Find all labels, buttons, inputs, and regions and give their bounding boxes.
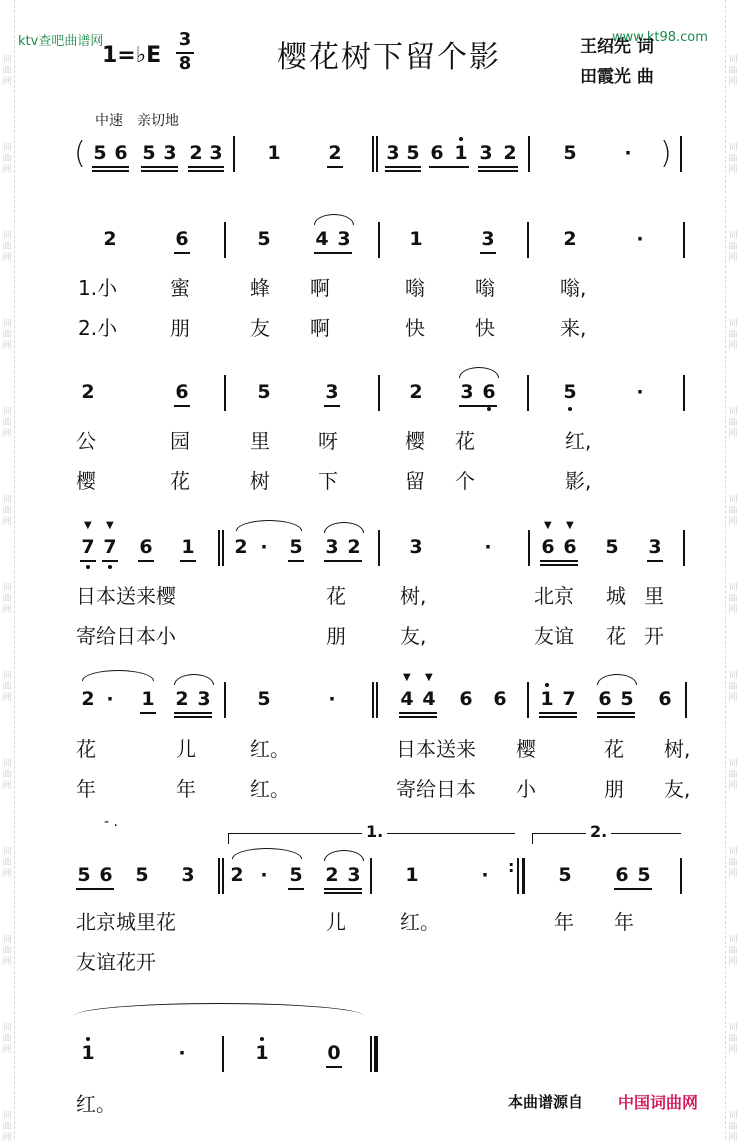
side-watermark-text: 词 曲 网 (2, 407, 12, 439)
time-signature-bottom: 8 (176, 52, 194, 74)
jianpu-note: 2 (81, 688, 95, 710)
beam-underline (459, 405, 497, 407)
beam-underline (478, 166, 518, 168)
note-underline (326, 1066, 342, 1068)
bar-line (224, 375, 226, 411)
bar-line (370, 1036, 372, 1072)
jianpu-note: 2 (81, 381, 95, 403)
jianpu-note: 5 (289, 536, 303, 558)
side-watermark-text: 词 曲 网 (728, 55, 738, 87)
lyric-syllable: 嗡 (405, 276, 425, 300)
lyric-syllable: 啊 (310, 316, 330, 340)
lyric-syllable: 日本送来樱 (76, 584, 176, 608)
jianpu-note: 6 (615, 864, 629, 886)
repeat-paren-open: ( (74, 136, 86, 171)
jianpu-note: 5 (257, 688, 271, 710)
bar-line (527, 375, 529, 411)
jianpu-note: 2 (325, 864, 339, 886)
side-watermark-text: 词 曲 网 (728, 1111, 738, 1143)
jianpu-note: · (484, 536, 492, 558)
lyric-syllable: 红, (565, 429, 592, 453)
jianpu-note: 6 (459, 688, 473, 710)
side-watermark-text: 词 曲 网 (2, 55, 12, 87)
jianpu-note: 1 (81, 1042, 95, 1064)
jianpu-note: 0 (327, 1042, 341, 1064)
jianpu-note: 3 (648, 536, 662, 558)
bar-line (527, 222, 529, 258)
lyric-syllable: 儿 (326, 910, 346, 934)
footer-site-name: 中国词曲网 (618, 1093, 699, 1112)
beam-underline (597, 716, 635, 718)
beam-underline (327, 166, 343, 168)
bar-line (683, 375, 685, 411)
jianpu-note: 7 (103, 536, 117, 558)
side-watermark-text: 词 曲 网 (2, 583, 12, 615)
jianpu-note: 5 (605, 536, 619, 558)
bar-line (372, 136, 374, 172)
lyric-syllable: 2.小 (78, 316, 118, 340)
jianpu-note: 6 (563, 536, 577, 558)
octave-low-dot (108, 565, 112, 569)
lyric-syllable: 儿 (176, 737, 196, 761)
bar-line (224, 222, 226, 258)
lyric-syllable: 友, (400, 624, 427, 648)
jianpu-note: 6 (99, 864, 113, 886)
side-watermark-text: 词 曲 网 (728, 847, 738, 879)
lyric-syllable: 树, (400, 584, 427, 608)
jianpu-note: 3 (479, 142, 493, 164)
note-underline (480, 252, 496, 254)
jianpu-note: 5 (563, 142, 577, 164)
accent-mark: ▼ (106, 520, 114, 531)
bar-line (376, 682, 378, 718)
jianpu-note: 5 (558, 864, 572, 886)
lyric-syllable: 寄给日本 (396, 777, 476, 801)
lyric-syllable: 小 (516, 777, 536, 801)
beam-underline (92, 170, 129, 172)
lyric-syllable: 树 (250, 469, 270, 493)
beam-underline (614, 888, 652, 890)
lyric-syllable: 友谊花开 (76, 950, 156, 974)
bar-line (370, 858, 372, 894)
octave-low-dot (86, 565, 90, 569)
side-watermark-text: 词 曲 网 (728, 671, 738, 703)
jianpu-note: 5 (93, 142, 107, 164)
jianpu-note: · (636, 381, 644, 403)
jianpu-note: 5 (257, 228, 271, 250)
jianpu-note: 3 (197, 688, 211, 710)
lyricist-credit: 王绍先 词 (580, 37, 654, 57)
lyric-syllable: 日本送来 (396, 737, 476, 761)
volta-1-label: 1. (362, 822, 387, 841)
left-watermark-strip (0, 0, 15, 1143)
lyric-syllable: 年 (76, 777, 96, 801)
accent-mark: ▼ (403, 672, 411, 683)
lyric-syllable: 友谊 (534, 624, 574, 648)
jianpu-note: 3 (325, 381, 339, 403)
lyric-syllable: 红。 (250, 737, 290, 761)
jianpu-note: 3 (209, 142, 223, 164)
watermark-url: www.kt98.com (612, 30, 708, 45)
side-watermark-text: 词 曲 网 (2, 1023, 12, 1055)
bar-line (222, 530, 224, 566)
lyric-syllable: 花 (76, 737, 96, 761)
tie-bracket (74, 1003, 364, 1016)
slur-mark (174, 674, 214, 685)
bar-line (378, 375, 380, 411)
slur-mark (314, 214, 354, 225)
slur-mark (236, 520, 302, 531)
side-watermark-text: 词 曲 网 (728, 495, 738, 527)
jianpu-note: · (260, 536, 268, 558)
jianpu-note: 1 (181, 536, 195, 558)
side-watermark-text: 词 曲 网 (728, 231, 738, 263)
side-watermark-text: 词 曲 网 (2, 495, 12, 527)
lyric-syllable: 园 (170, 429, 190, 453)
lyric-syllable: 嗡 (475, 276, 495, 300)
lyric-syllable: 里 (250, 429, 270, 453)
note-underline (324, 405, 340, 407)
side-watermark-text: 词 曲 网 (2, 671, 12, 703)
beam-underline (385, 170, 421, 172)
lyric-syllable: 快 (475, 316, 495, 340)
jianpu-note: 3 (409, 536, 423, 558)
side-watermark-text: 词 曲 网 (2, 143, 12, 175)
octave-low-dot (487, 407, 491, 411)
jianpu-note: · (624, 142, 632, 164)
jianpu-note: · (328, 688, 336, 710)
key-signature: 1=♭E (102, 43, 162, 68)
lyric-syllable: 花 (604, 737, 624, 761)
jianpu-note: 5 (563, 381, 577, 403)
lyric-syllable: 红。 (400, 910, 440, 934)
side-watermark-text: 词 曲 网 (2, 847, 12, 879)
jianpu-note: 1 (255, 1042, 269, 1064)
slur-mark (232, 848, 302, 859)
side-watermark-text: 词 曲 网 (2, 759, 12, 791)
jianpu-note: 3 (337, 228, 351, 250)
bar-line (378, 530, 380, 566)
bar-line (527, 682, 529, 718)
side-watermark-text: 词 曲 网 (728, 319, 738, 351)
jianpu-note: 6 (139, 536, 153, 558)
lyric-syllable: 北京城里花 (76, 910, 176, 934)
lyric-syllable: 嗡, (560, 276, 587, 300)
beam-underline (141, 170, 178, 172)
jianpu-note: 4 (422, 688, 436, 710)
beam-underline (76, 888, 114, 890)
bar-line (528, 530, 530, 566)
time-signature (176, 30, 194, 74)
jianpu-note: · (178, 1042, 186, 1064)
lyric-syllable: 里 (644, 584, 664, 608)
jianpu-note: 5 (257, 381, 271, 403)
jianpu-note: 2 (563, 228, 577, 250)
bar-line (683, 530, 685, 566)
jianpu-note: 5 (620, 688, 634, 710)
side-watermark-text: 词 曲 网 (728, 143, 738, 175)
beam-underline (324, 888, 362, 890)
lyric-syllable: 年 (554, 910, 574, 934)
jianpu-note: 6 (175, 381, 189, 403)
side-watermark-text: 词 曲 网 (728, 583, 738, 615)
lyric-syllable: 樱 (76, 469, 96, 493)
jianpu-note: 5 (77, 864, 91, 886)
octave-low-dot (568, 407, 572, 411)
beam-underline (92, 166, 129, 168)
bar-line (372, 682, 374, 718)
side-watermark-text: 词 曲 网 (2, 1111, 12, 1143)
lyric-syllable: 留 (405, 469, 425, 493)
slur-mark (82, 670, 154, 681)
note-underline (174, 252, 190, 254)
lyric-syllable: 樱 (516, 737, 536, 761)
beam-underline (324, 892, 362, 894)
beam-underline (540, 564, 578, 566)
jianpu-note: 3 (163, 142, 177, 164)
accent-mark: ▼ (425, 672, 433, 683)
note-underline (288, 560, 304, 562)
accent-mark: ▼ (566, 520, 574, 531)
side-watermark-text: 词 曲 网 (2, 319, 12, 351)
beam-underline (188, 170, 224, 172)
note-underline (80, 560, 96, 562)
lyric-syllable: 朋 (170, 316, 190, 340)
jianpu-note: 5 (289, 864, 303, 886)
jianpu-note: 2 (328, 142, 342, 164)
bar-line (685, 682, 687, 718)
jianpu-note: 3 (481, 228, 495, 250)
jianpu-note: 2 (234, 536, 248, 558)
lyric-syllable: 呀 (318, 429, 338, 453)
beam-underline (141, 166, 178, 168)
lyric-syllable: 友, (664, 777, 691, 801)
jianpu-note: · (106, 688, 114, 710)
jianpu-note: · (481, 864, 489, 886)
side-watermark-text: 词 曲 网 (728, 407, 738, 439)
jianpu-note: 6 (658, 688, 672, 710)
jianpu-note: 5 (637, 864, 651, 886)
lyric-syllable: 樱 (405, 429, 425, 453)
side-watermark-text: 词 曲 网 (728, 759, 738, 791)
jianpu-note: 3 (460, 381, 474, 403)
jianpu-note: 1 (267, 142, 281, 164)
lyric-syllable: 花 (455, 429, 475, 453)
lyric-syllable: 蜜 (170, 276, 190, 300)
jianpu-note: 6 (541, 536, 555, 558)
beam-underline (399, 712, 437, 714)
beam-underline (539, 712, 577, 714)
bar-line (218, 530, 220, 566)
bar-line (222, 1036, 224, 1072)
jianpu-note: 3 (347, 864, 361, 886)
bar-line (680, 858, 682, 894)
bar-line (680, 136, 682, 172)
watermark-site-name: ktv查吧曲谱网 (18, 34, 104, 49)
lyric-syllable: 啊 (310, 276, 330, 300)
slur-mark (324, 850, 364, 861)
lyric-syllable: 开 (644, 624, 664, 648)
jianpu-note: 1 (540, 688, 554, 710)
bar-line (376, 136, 378, 172)
jianpu-note: · (260, 864, 268, 886)
jianpu-note: 3 (386, 142, 400, 164)
lyric-syllable: 1.小 (78, 276, 118, 300)
jianpu-note: 2 (230, 864, 244, 886)
note-underline (647, 560, 663, 562)
accent-mark: ▼ (84, 520, 92, 531)
jianpu-note: 2 (503, 142, 517, 164)
jianpu-note: 1 (405, 864, 419, 886)
bar-line (378, 222, 380, 258)
jianpu-note: 3 (325, 536, 339, 558)
jianpu-note: 6 (482, 381, 496, 403)
lyric-syllable: 来, (560, 316, 587, 340)
jianpu-note: 4 (400, 688, 414, 710)
lyric-syllable: 影, (565, 469, 592, 493)
lyric-syllable: 朋 (604, 777, 624, 801)
jianpu-note: 2 (175, 688, 189, 710)
jianpu-note: 2 (103, 228, 117, 250)
bar-line (218, 858, 220, 894)
jianpu-note: · (636, 228, 644, 250)
lyric-syllable: 树, (664, 737, 691, 761)
beam-underline (429, 166, 469, 168)
beam-underline (385, 166, 421, 168)
side-watermark-text: 词 曲 网 (728, 1023, 738, 1055)
slur-mark (459, 367, 499, 378)
bar-line (517, 858, 519, 894)
slur-mark (597, 674, 637, 685)
lyric-syllable: 个 (455, 469, 475, 493)
lyric-syllable: 城 (606, 584, 626, 608)
note-underline (140, 712, 156, 714)
slur-mark (324, 522, 364, 533)
lyric-syllable: 花 (326, 584, 346, 608)
octave-high-dot (459, 137, 463, 141)
lyric-syllable: 下 (318, 469, 338, 493)
beam-underline (597, 712, 635, 714)
beam-underline (314, 252, 352, 254)
final-bar-thick (374, 1036, 378, 1072)
jianpu-note: 6 (430, 142, 444, 164)
right-watermark-strip (725, 0, 740, 1143)
beam-underline (188, 166, 224, 168)
bar-line (528, 136, 530, 172)
note-underline (288, 888, 304, 890)
bar-line (233, 136, 235, 172)
octave-high-dot (545, 683, 549, 687)
jianpu-note: 1 (454, 142, 468, 164)
lyric-syllable: 朋 (326, 624, 346, 648)
lyric-syllable: 公 (76, 429, 96, 453)
lyric-syllable: 快 (405, 316, 425, 340)
note-underline (138, 560, 154, 562)
beam-underline (540, 560, 578, 562)
jianpu-note: 4 (315, 228, 329, 250)
lyric-syllable: 年 (614, 910, 634, 934)
beam-underline (324, 560, 362, 562)
composer-credit: 田霞光 曲 (580, 67, 654, 87)
time-signature-top: 3 (178, 29, 192, 50)
jianpu-note: 6 (175, 228, 189, 250)
octave-marker: - . (104, 814, 118, 830)
jianpu-note: 3 (181, 864, 195, 886)
bar-line (683, 222, 685, 258)
side-watermark-text: 词 曲 网 (728, 935, 738, 967)
lyric-syllable: 寄给日本小 (76, 624, 176, 648)
lyric-syllable: 红。 (250, 777, 290, 801)
jianpu-note: 2 (189, 142, 203, 164)
lyric-syllable: 红。 (76, 1092, 116, 1116)
lyric-syllable: 蜂 (250, 276, 270, 300)
lyric-syllable: 花 (606, 624, 626, 648)
jianpu-note: 7 (81, 536, 95, 558)
song-title: 樱花树下留个影 (277, 40, 501, 75)
repeat-dots: : (508, 857, 515, 876)
bar-line (224, 682, 226, 718)
jianpu-note: 7 (562, 688, 576, 710)
jianpu-note: 1 (409, 228, 423, 250)
accent-mark: ▼ (544, 520, 552, 531)
jianpu-note: 6 (598, 688, 612, 710)
jianpu-note: 5 (406, 142, 420, 164)
volta-2-label: 2. (586, 822, 611, 841)
jianpu-note: 5 (135, 864, 149, 886)
beam-underline (174, 712, 212, 714)
jianpu-note: 5 (142, 142, 156, 164)
lyric-syllable: 北京 (534, 584, 574, 608)
note-underline (174, 405, 190, 407)
beam-underline (399, 716, 437, 718)
footer-source-label: 本曲谱源自 (508, 1093, 584, 1111)
note-underline (180, 560, 196, 562)
lyric-syllable: 花 (170, 469, 190, 493)
beam-underline (539, 716, 577, 718)
lyric-syllable: 年 (176, 777, 196, 801)
jianpu-note: 1 (141, 688, 155, 710)
lyric-syllable: 友 (250, 316, 270, 340)
note-underline (102, 560, 118, 562)
jianpu-note: 2 (347, 536, 361, 558)
side-watermark-text: 词 曲 网 (2, 231, 12, 263)
side-watermark-text: 词 曲 网 (2, 935, 12, 967)
jianpu-note: 6 (114, 142, 128, 164)
beam-underline (174, 716, 212, 718)
tempo-marking: 中速 亲切地 (95, 113, 179, 129)
jianpu-note: 2 (409, 381, 423, 403)
octave-high-dot (260, 1037, 264, 1041)
repeat-paren-close: ) (660, 136, 672, 171)
beam-underline (478, 170, 518, 172)
bar-line-thick (522, 858, 525, 894)
jianpu-note: 6 (493, 688, 507, 710)
octave-high-dot (86, 1037, 90, 1041)
